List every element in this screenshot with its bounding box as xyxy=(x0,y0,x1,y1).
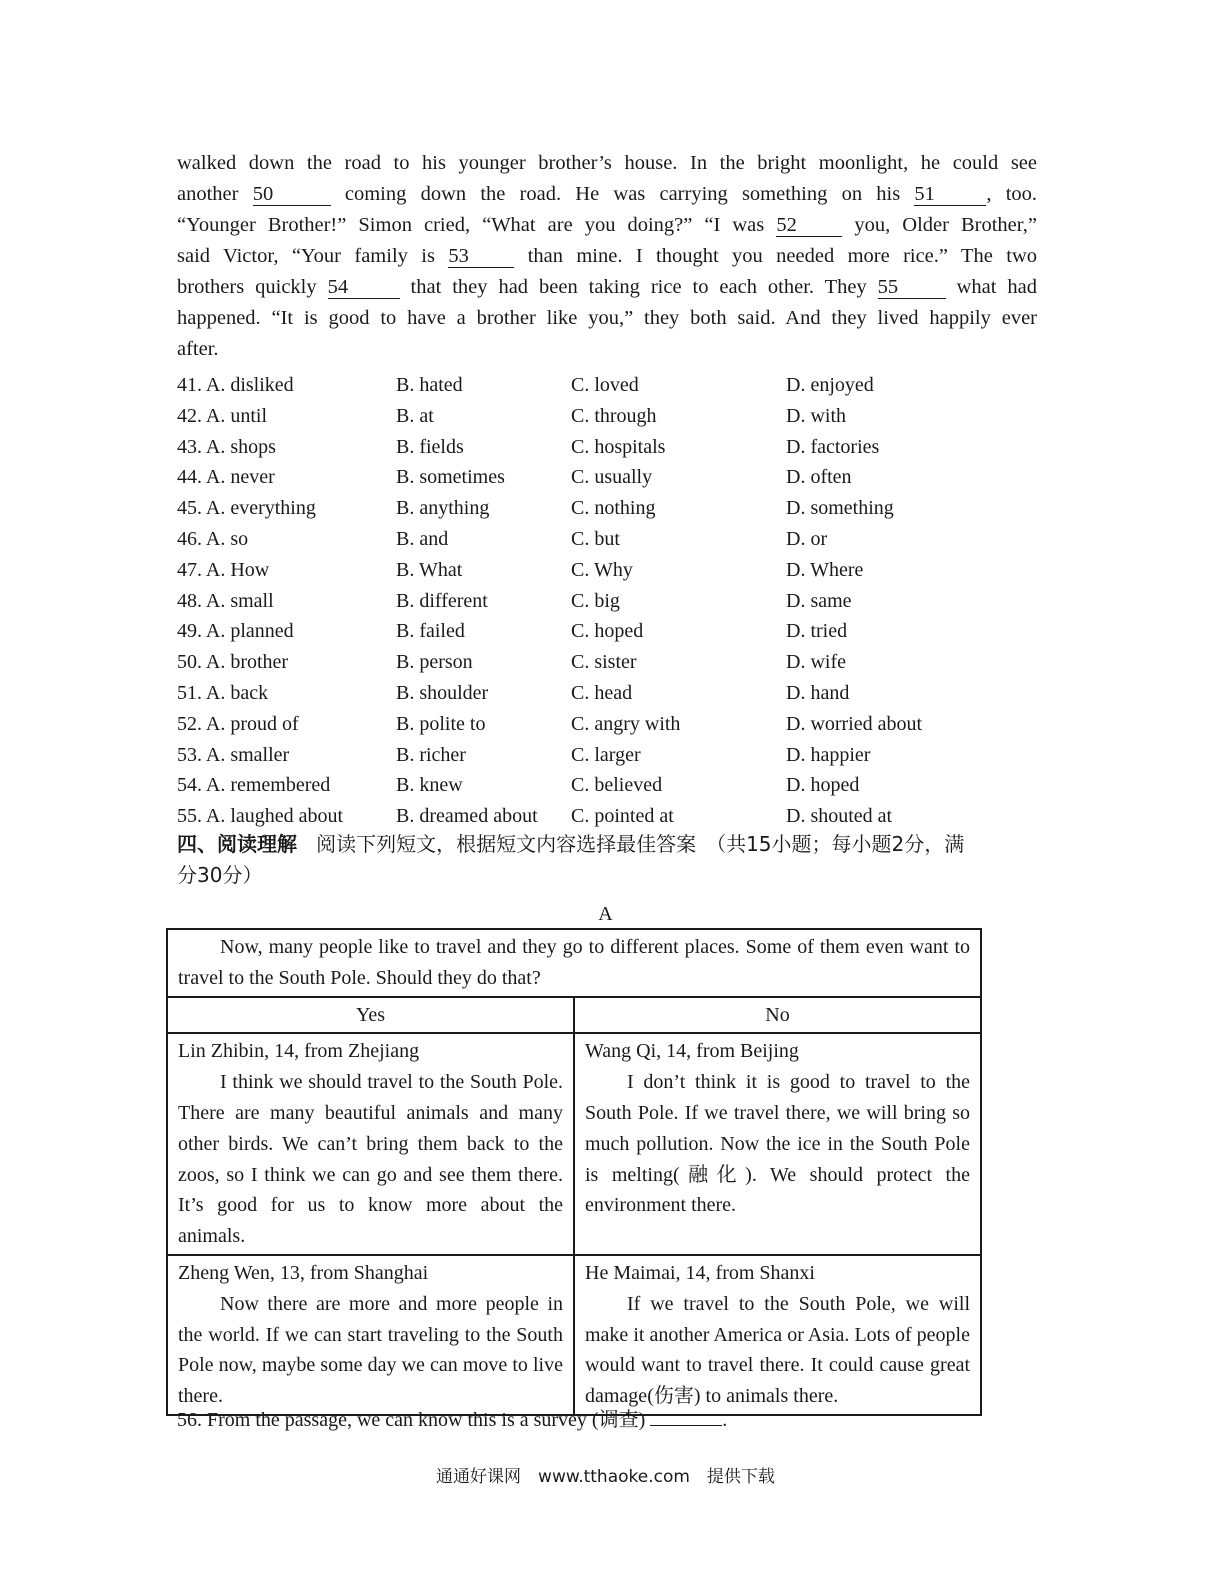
question-end: . xyxy=(722,1409,728,1431)
option-d: D. hand xyxy=(786,681,850,704)
option-row xyxy=(177,370,1037,401)
blank-54: 54 xyxy=(328,276,400,299)
option-a: 43. A. shops xyxy=(177,435,276,458)
option-c: C. nothing xyxy=(571,497,656,520)
student-opinion: Now there are more and more people in the world. If we can start traveling to the South Pole now, maybe some day we can move to live there. xyxy=(178,1292,563,1408)
option-c: C. pointed at xyxy=(571,805,674,828)
option-row xyxy=(177,555,1037,586)
option-d: D. factories xyxy=(786,435,880,458)
option-a: 45. A. everything xyxy=(177,497,316,520)
option-a: 49. A. planned xyxy=(177,620,294,643)
option-a: 53. A. smaller xyxy=(177,743,290,766)
answer-options xyxy=(177,370,1037,832)
option-c: C. believed xyxy=(571,774,663,797)
student-name: Wang Qi, 14, from Beijing xyxy=(585,1040,799,1063)
option-a: 50. A. brother xyxy=(177,651,289,674)
option-a: 46. A. so xyxy=(177,527,249,550)
blank-53: 53 xyxy=(448,245,514,268)
option-d: D. worried about xyxy=(786,712,923,735)
option-row xyxy=(177,493,1037,524)
option-c: C. hoped xyxy=(571,620,644,643)
option-row xyxy=(177,740,1037,771)
option-row xyxy=(177,770,1037,801)
option-a: 55. A. laughed about xyxy=(177,805,344,828)
option-b: B. dreamed about xyxy=(396,805,538,828)
student-name: Lin Zhibin, 14, from Zhejiang xyxy=(178,1040,420,1063)
option-c: C. angry with xyxy=(571,712,681,735)
option-row xyxy=(177,616,1037,647)
option-a: 52. A. proud of xyxy=(177,712,299,735)
opinion-cell xyxy=(167,1033,574,1255)
passage-label: A xyxy=(598,903,613,925)
student-name: Zheng Wen, 13, from Shanghai xyxy=(178,1261,429,1284)
option-c: C. larger xyxy=(571,743,641,766)
section-heading xyxy=(177,829,1037,891)
option-b: B. fields xyxy=(396,435,464,458)
option-a: 51. A. back xyxy=(177,681,269,704)
question-text: 56. From the passage, we can know this is a survey (调查) xyxy=(177,1409,646,1431)
option-a: 42. A. until xyxy=(177,404,268,427)
passage-line: “Younger Brother!” Simon cried, “What are you doing?” “I was 52 you, Older Brother,” xyxy=(177,214,1038,236)
option-b: B. person xyxy=(396,651,473,674)
option-b: B. anything xyxy=(396,497,490,520)
option-b: B. shoulder xyxy=(396,681,489,704)
option-row xyxy=(177,709,1037,740)
option-a: 47. A. How xyxy=(177,558,270,581)
option-b: B. polite to xyxy=(396,712,486,735)
option-d: D. with xyxy=(786,404,846,427)
option-b: B. sometimes xyxy=(396,466,505,489)
option-a: 41. A. disliked xyxy=(177,374,294,396)
option-b: B. What xyxy=(396,558,463,581)
section-instruction-cont: 分30分） xyxy=(177,863,263,887)
option-row xyxy=(177,432,1037,463)
student-opinion: If we travel to the South Pole, we will make it another America or Asia. Lots of people would want to travel there. It could cause great damage(伤害) to animals there. xyxy=(585,1292,970,1408)
option-c: C. loved xyxy=(571,374,639,396)
option-row xyxy=(177,678,1037,709)
option-a: 48. A. small xyxy=(177,589,274,612)
option-b: B. and xyxy=(396,527,449,550)
blank-51: 51 xyxy=(914,183,986,206)
option-c: C. sister xyxy=(571,651,637,674)
passage-line: after. xyxy=(177,338,219,360)
option-d: D. tried xyxy=(786,620,848,643)
option-a: 44. A. never xyxy=(177,466,275,489)
option-b: B. richer xyxy=(396,743,466,766)
passage-line: walked down the road to his younger brother’s house. In the bright moonlight, he could see xyxy=(177,152,1037,174)
option-c: C. but xyxy=(571,527,620,550)
option-d: D. or xyxy=(786,527,828,550)
passage-line: brothers quickly 54 that they had been taking rice to each other. They 55 what had xyxy=(177,276,1038,298)
option-a: 54. A. remembered xyxy=(177,774,331,797)
option-row xyxy=(177,801,1037,832)
option-d: D. hoped xyxy=(786,774,860,797)
option-row xyxy=(177,524,1037,555)
option-row xyxy=(177,647,1037,678)
student-opinion: I think we should travel to the South Pole. There are many beautiful animals and many other birds. We can’t bring them back to the zoos, so I think we can go and see them there. It’s good for us to know more about the animals. xyxy=(178,1071,563,1248)
blank-52: 52 xyxy=(776,214,842,237)
option-b: B. at xyxy=(396,404,434,427)
option-d: D. shouted at xyxy=(786,805,893,828)
section-instruction: 阅读下列短文，根据短文内容选择最佳答案 （共15小题；每小题2分，满 xyxy=(316,832,965,856)
survey-table xyxy=(166,928,982,1416)
option-c: C. usually xyxy=(571,466,653,489)
opinion-cell xyxy=(574,1255,981,1415)
option-row xyxy=(177,586,1037,617)
option-d: D. happier xyxy=(786,743,871,766)
opinion-cell xyxy=(574,1033,981,1255)
page-footer: 通通好课网 www.tthaoke.com 提供下载 xyxy=(436,1467,775,1487)
passage-line: another 50 coming down the road. He was carrying something on his 51 , too. xyxy=(177,183,1038,205)
passage-line: happened. “It is good to have a brother like you,” they both said. And they lived happily ever xyxy=(177,307,1037,329)
option-d: D. something xyxy=(786,497,894,520)
yes-header: Yes xyxy=(167,997,574,1034)
opinion-cell xyxy=(167,1255,574,1415)
option-b: B. knew xyxy=(396,774,463,797)
option-c: C. through xyxy=(571,404,657,427)
option-b: B. different xyxy=(396,589,488,612)
blank-55: 55 xyxy=(878,276,946,299)
blank-50: 50 xyxy=(253,183,331,206)
option-d: D. enjoyed xyxy=(786,374,874,396)
option-d: D. wife xyxy=(786,651,846,674)
option-row xyxy=(177,462,1037,493)
survey-intro: Now, many people like to travel and they go to different places. Some of them even want to travel to the South Pole. Should they do that? xyxy=(167,929,981,997)
option-row xyxy=(177,401,1037,432)
option-c: C. big xyxy=(571,589,620,612)
answer-blank[interactable] xyxy=(650,1425,722,1426)
section-title: 四、阅读理解 xyxy=(177,832,297,856)
option-c: C. head xyxy=(571,681,633,704)
student-opinion: I don’t think it is good to travel to the South Pole. If we travel there, we will bring so much pollution. Now the ice in the South Pole is melting(融化). We should protect the environment there. xyxy=(585,1071,970,1217)
no-header: No xyxy=(574,997,981,1034)
cloze-passage xyxy=(177,148,1037,365)
option-b: B. failed xyxy=(396,620,465,643)
passage-line: said Victor, “Your family is 53 than mine. I thought you needed more rice.” The two xyxy=(177,245,1037,267)
option-d: D. Where xyxy=(786,558,864,581)
option-d: D. often xyxy=(786,466,852,489)
option-c: C. Why xyxy=(571,558,633,581)
option-d: D. same xyxy=(786,589,852,612)
option-c: C. hospitals xyxy=(571,435,666,458)
question-56 xyxy=(177,1405,727,1436)
student-name: He Maimai, 14, from Shanxi xyxy=(585,1261,815,1284)
option-b: B. hated xyxy=(396,374,463,396)
